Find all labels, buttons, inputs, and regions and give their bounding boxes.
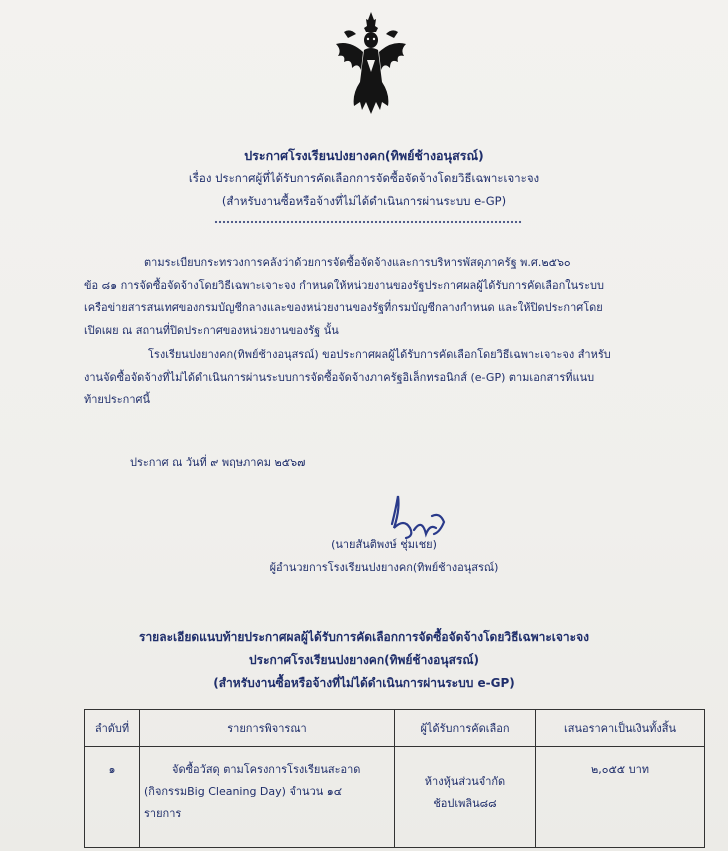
paragraph-line: งานจัดซื้อจัดจ้างที่ไม่ได้ดำเนินการผ่านระบบการจัดซื้อจัดจ้างภาครัฐอิเล็กทรอนิกส์ (e-GP) ตามเอกสารที่แนบ bbox=[84, 370, 595, 384]
signatory-name: (นายสันติพงษ์ ชุ่มเชย) bbox=[331, 538, 437, 551]
winner-line: ห้างหุ้นส่วนจำกัด bbox=[424, 775, 506, 788]
paragraph-line: ข้อ ๘๑ การจัดซื้อจัดจ้างโดยวิธีเฉพาะเจาะจง กำหนดให้หน่วยงานของรัฐประกาศผลผู้ได้รับการคัดเลือกในระบบ bbox=[84, 278, 604, 292]
body-paragraph-1 bbox=[84, 252, 688, 342]
signatory-position: ผู้อำนวยการโรงเรียนปงยางคก(ทิพย์ช้างอนุสรณ์) bbox=[269, 561, 499, 574]
cell-winner bbox=[395, 747, 536, 848]
asterisk-divider bbox=[214, 219, 522, 225]
attachment-subtitle-egp: (สำหรับงานซื้อหรือจ้างที่ไม่ได้ดำเนินการผ่านระบบ e-GP) bbox=[213, 676, 515, 690]
table-header-row bbox=[85, 710, 705, 747]
announcement-subject: เรื่อง ประกาศผู้ที่ได้รับการคัดเลือกการจัดซื้อจัดจ้างโดยวิธีเฉพาะเจาะจง bbox=[188, 171, 540, 185]
item-line: รายการ bbox=[144, 807, 182, 820]
garuda-emblem-icon bbox=[330, 10, 412, 122]
paragraph-line: ตามระเบียบกระทรวงการคลังว่าด้วยการจัดซื้อจัดจ้างและการบริหารพัสดุภาครัฐ พ.ศ.๒๕๖๐ bbox=[144, 256, 571, 269]
cell-item bbox=[140, 747, 395, 848]
paragraph-line: ท้ายประกาศนี้ bbox=[84, 393, 151, 406]
attachment-title: รายละเอียดแนบท้ายประกาศผลผู้ได้รับการคัดเลือกการจัดซื้อจัดจ้างโดยวิธีเฉพาะเจาะจง bbox=[139, 630, 589, 644]
cell-order: ๑ bbox=[85, 747, 140, 848]
paragraph-line: เปิดเผย ณ สถานที่ปิดประกาศของหน่วยงานของรัฐ นั้น bbox=[84, 323, 339, 337]
item-line: (กิจกรรมBig Cleaning Day) จำนวน ๑๔ bbox=[144, 785, 343, 798]
column-header-item: รายการพิจารณา bbox=[140, 710, 395, 747]
winner-line: ช้อปเพลิน๘๘ bbox=[433, 797, 497, 810]
column-header-price: เสนอราคาเป็นเงินทั้งสิ้น bbox=[536, 710, 705, 747]
announcement-subtitle: (สำหรับงานซื้อหรือจ้างที่ไม่ได้ดำเนินการผ่านระบบ e-GP) bbox=[221, 194, 507, 208]
paragraph-line: เครือข่ายสารสนเทศของกรมบัญชีกลางและของหน่วยงานของรัฐที่กรมบัญชีกลางกำหนด และให้ปิดประกาศโดย bbox=[84, 301, 603, 314]
attachment-subtitle: ประกาศโรงเรียนปงยางคก(ทิพย์ช้างอนุสรณ์) bbox=[249, 653, 479, 667]
award-table bbox=[84, 709, 705, 848]
paragraph-line: โรงเรียนปงยางคก(ทิพย์ช้างอนุสรณ์) ขอประกาศผลผู้ได้รับการคัดเลือกโดยวิธีเฉพาะเจาะจง สำหรับ bbox=[148, 348, 611, 361]
table-row bbox=[85, 747, 705, 848]
column-header-winner: ผู้ได้รับการคัดเลือก bbox=[395, 710, 536, 747]
body-paragraph-2 bbox=[84, 344, 688, 412]
cell-price: ๒,๐๕๕ บาท bbox=[536, 747, 705, 848]
announcement-date: ประกาศ ณ วันที่ ๙ พฤษภาคม ๒๕๖๗ bbox=[130, 456, 306, 469]
item-line: จัดซื้อวัสดุ ตามโครงการโรงเรียนสะอาด bbox=[172, 763, 361, 776]
announcement-title: ประกาศโรงเรียนปงยางคก(ทิพย์ช้างอนุสรณ์) bbox=[244, 148, 484, 163]
column-header-order: ลำดับที่ bbox=[85, 710, 140, 747]
